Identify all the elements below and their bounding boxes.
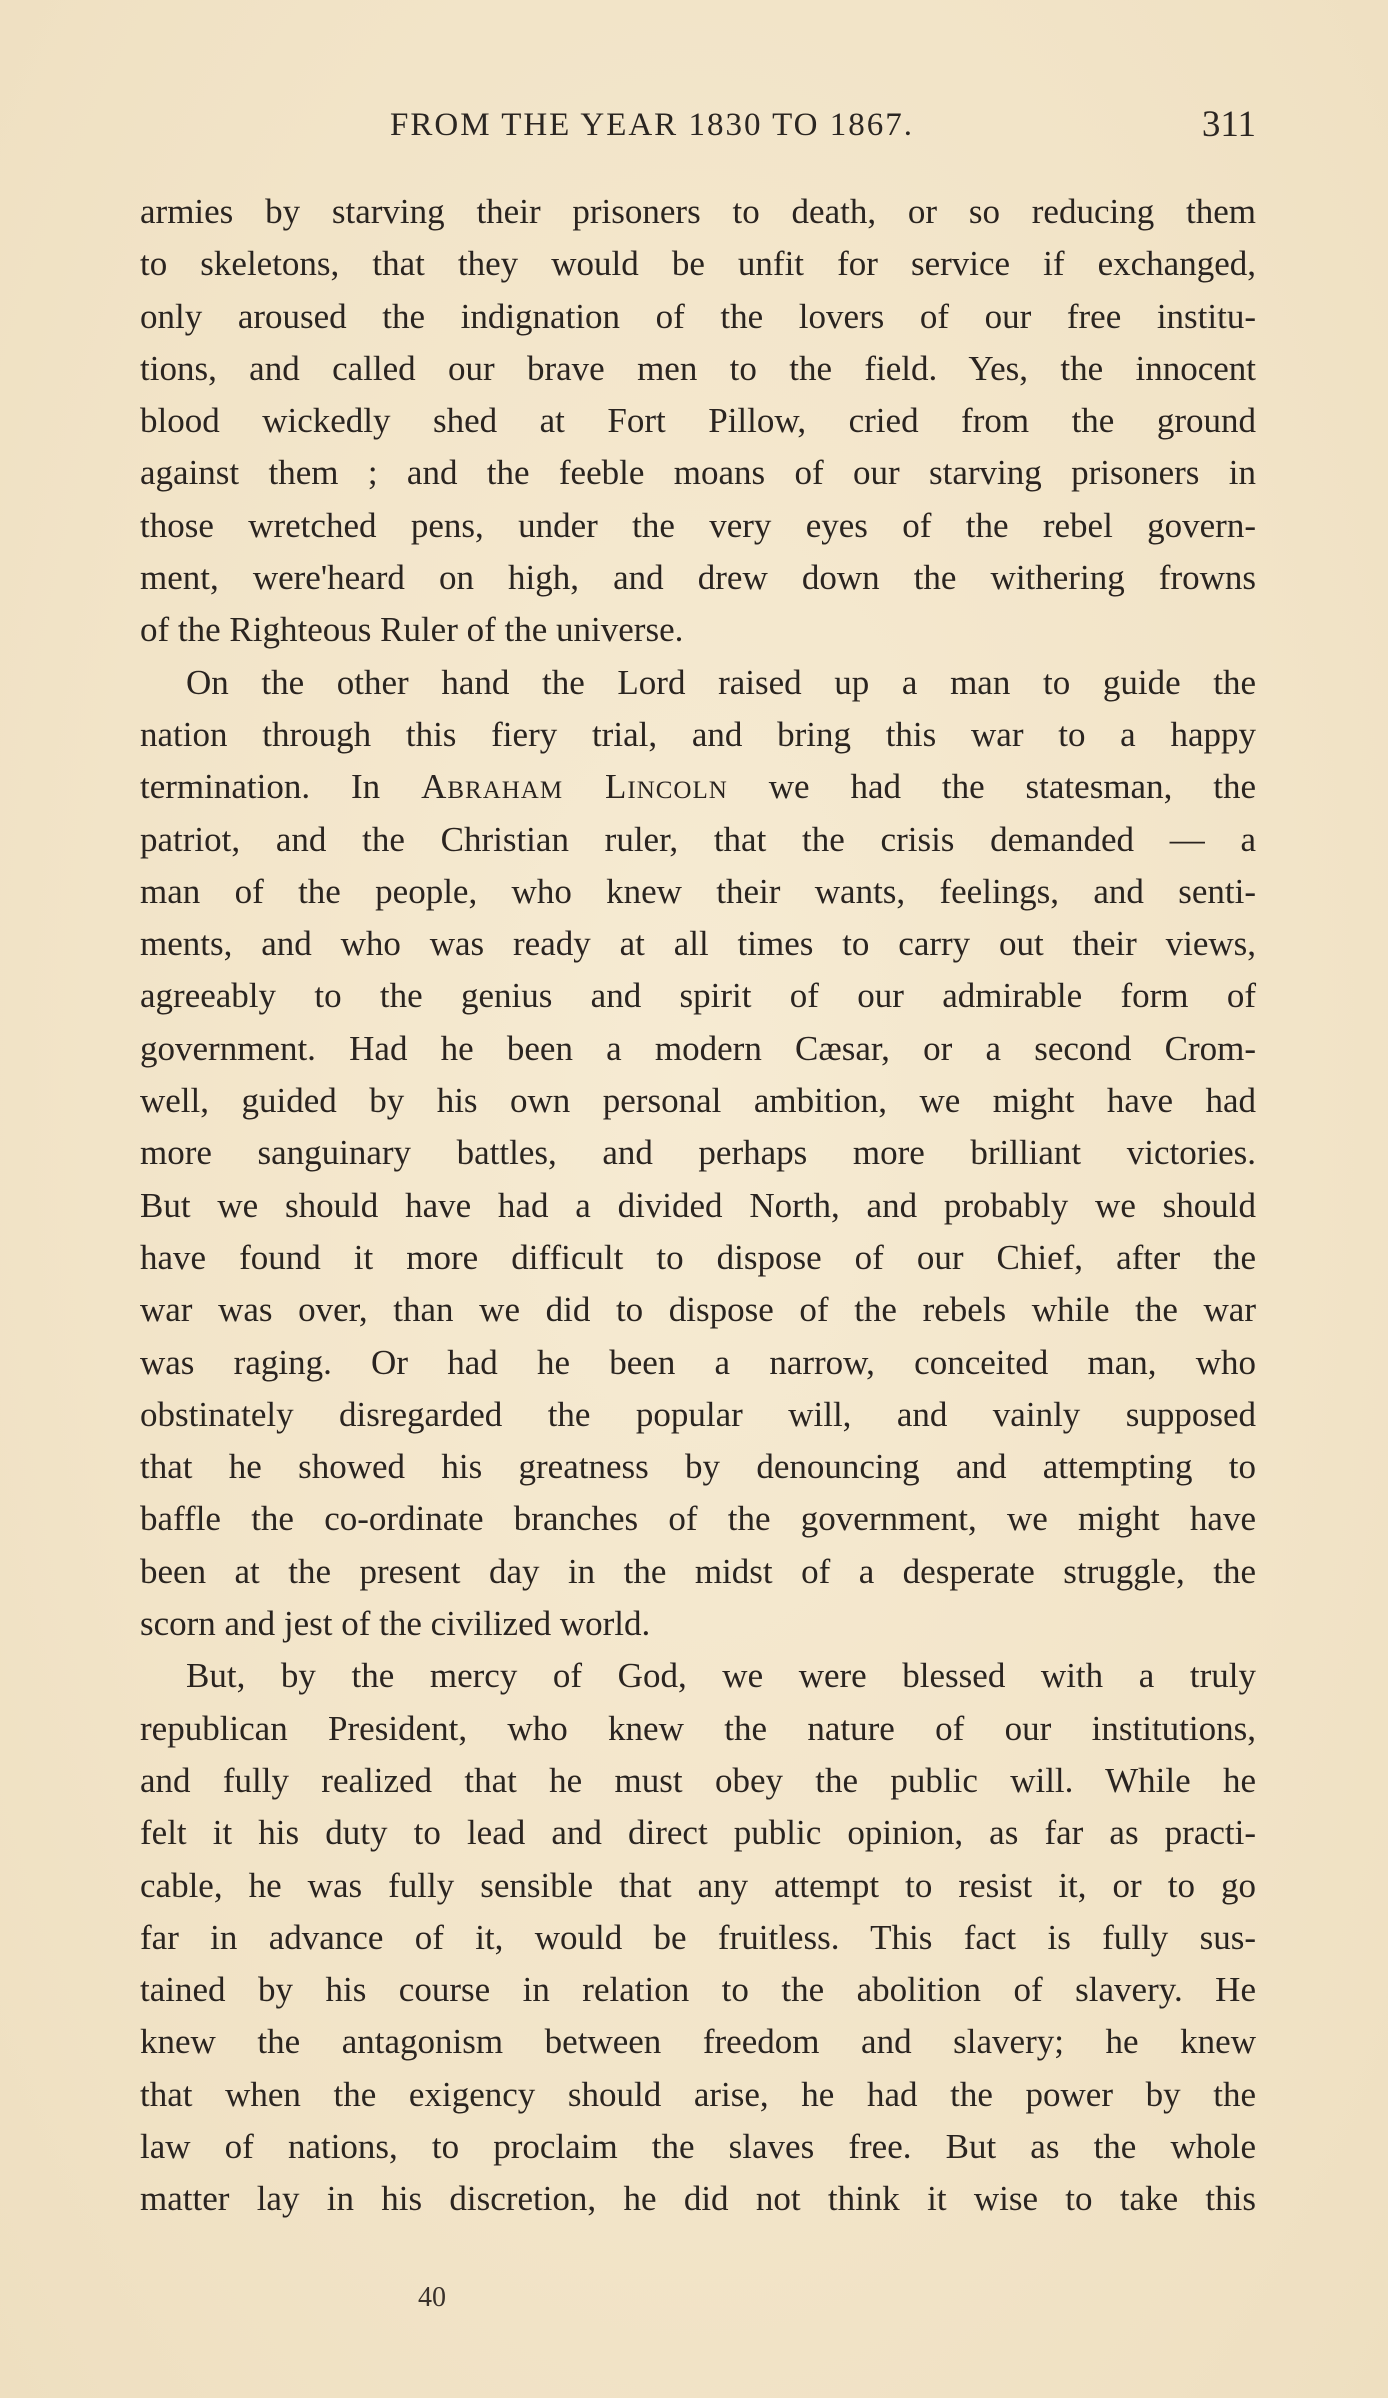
text-line: ments, and who was ready at all times to carry out their views, (140, 924, 1256, 964)
text-line: On the other hand the Lord raised up a man to guide the (186, 662, 1256, 702)
paragraph-2 (140, 657, 1256, 1651)
text-line: But we should have had a divided North, and probably we should (140, 1185, 1256, 1225)
text-line: agreeably to the genius and spirit of our admirable form of (140, 976, 1256, 1016)
running-title: FROM THE YEAR 1830 TO 1867. (390, 107, 914, 143)
paragraph-1 (140, 186, 1256, 657)
name-smallcaps: Abraham Lincoln (421, 767, 728, 807)
text-line: felt it his duty to lead and direct public opinion, as far as practi- (140, 1813, 1256, 1853)
text-line: have found it more difficult to dispose of our Chief, after the (140, 1237, 1256, 1277)
text-line: tained by his course in relation to the abolition of slavery. He (140, 1970, 1256, 2010)
text-line: government. Had he been a modern Cæsar, or a second Crom- (140, 1028, 1256, 1068)
text-line: ment, were'heard on high, and drew down the withering frowns (140, 558, 1256, 598)
running-head (140, 100, 1256, 150)
text-line: that he showed his greatness by denouncing and attempting to (140, 1447, 1256, 1487)
text-line: nation through this fiery trial, and bring this war to a happy (140, 714, 1256, 754)
text-line: blood wickedly shed at Fort Pillow, cried from the ground (140, 401, 1256, 441)
text-line: those wretched pens, under the very eyes of the rebel govern- (140, 505, 1256, 545)
text-line: far in advance of it, would be fruitless. This fact is fully sus- (140, 1917, 1256, 1957)
text-line: law of nations, to proclaim the slaves free. But as the whole (140, 2126, 1256, 2166)
text-line: to skeletons, that they would be unfit for service if exchanged, (140, 244, 1256, 284)
text-segment: we had the statesman, the (727, 767, 1256, 807)
text-line: only aroused the indignation of the lovers of our free institu- (140, 296, 1256, 336)
text-line: man of the people, who knew their wants, feelings, and senti- (140, 871, 1256, 911)
text-line (140, 761, 1256, 813)
text-line: that when the exigency should arise, he had the power by the (140, 2074, 1256, 2114)
text-line: obstinately disregarded the popular will, and vainly supposed (140, 1394, 1256, 1434)
text-line: baffle the co-ordinate branches of the government, we might have (140, 1499, 1256, 1539)
text-line: knew the antagonism between freedom and slavery; he knew (140, 2022, 1256, 2062)
signature-mark: 40 (418, 2282, 446, 2313)
text-line: But, by the mercy of God, we were blessed with a truly (186, 1656, 1256, 1696)
text-line: been at the present day in the midst of a desperate struggle, the (140, 1551, 1256, 1591)
text-line: armies by starving their prisoners to death, or so reducing them (140, 192, 1256, 231)
text-line: well, guided by his own personal ambition, we might have had (140, 1081, 1256, 1121)
text-line: war was over, than we did to dispose of the rebels while the war (140, 1290, 1256, 1330)
text-line: republican President, who knew the nature of our institutions, (140, 1708, 1256, 1748)
body-text (140, 186, 1256, 2226)
text-line: against them ; and the feeble moans of our starving prisoners in (140, 453, 1256, 493)
text-line: was raging. Or had he been a narrow, conceited man, who (140, 1342, 1256, 1382)
text-line: and fully realized that he must obey the public will. While he (140, 1760, 1256, 1800)
text-line: patriot, and the Christian ruler, that the crisis demanded — a (140, 819, 1256, 859)
text-line: of the Righteous Ruler of the universe. (140, 610, 684, 650)
text-line: scorn and jest of the civilized world. (140, 1604, 651, 1644)
text-segment: termination. In (140, 767, 422, 807)
paragraph-3 (140, 1650, 1256, 2225)
text-line: more sanguinary battles, and perhaps more brilliant victories. (140, 1133, 1256, 1173)
text-line: tions, and called our brave men to the field. Yes, the innocent (140, 348, 1256, 388)
text-line: matter lay in his discretion, he did not think it wise to take this (140, 2179, 1256, 2219)
page-number: 311 (1201, 104, 1256, 145)
text-line: cable, he was fully sensible that any attempt to resist it, or to go (140, 1865, 1256, 1905)
